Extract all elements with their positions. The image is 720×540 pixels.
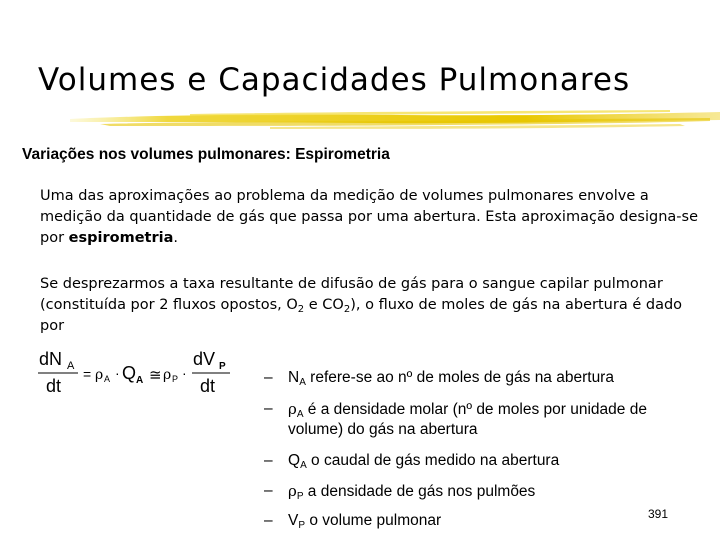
paragraph-text: Se desprezarmos a taxa resultante de difusão de gás para o sangue capilar pulmonar (constituída por 2 fluxos opostos, O — [40, 276, 663, 313]
q-a-sub: A — [136, 375, 144, 386]
subscript: 2 — [343, 304, 351, 315]
page-number: 391 — [648, 507, 669, 521]
bold-term: espirometria — [68, 230, 174, 246]
definition-text: a densidade de gás nos pulmões — [303, 483, 536, 500]
dash-bullet: – — [264, 452, 273, 469]
symbol: ρ — [288, 400, 297, 418]
dash-bullet: – — [264, 369, 273, 386]
paragraph-gas-flow — [40, 274, 700, 337]
subscript: P — [298, 520, 306, 531]
rho-symbol: ρ — [163, 367, 172, 383]
symbol: Q — [288, 452, 301, 469]
definition-text: o volume pulmonar — [305, 512, 442, 529]
section-heading: Variações nos volumes pulmonares: Espirometria — [22, 146, 390, 163]
dash-bullet: – — [264, 512, 273, 529]
subscript: P — [296, 491, 304, 502]
flow-equation — [36, 346, 236, 396]
paragraph-text-end: ), o fluxo de moles de gás na abertura é dado por — [40, 297, 683, 334]
symbol: N — [288, 369, 300, 386]
definition-text: o caudal de gás medido na abertura — [306, 452, 560, 469]
subscript: A — [300, 460, 307, 471]
title-underline-brush — [70, 106, 720, 132]
rho-symbol: ρ — [95, 367, 104, 383]
equation-lhs-numerator: dN — [39, 349, 63, 369]
q-symbol: Q — [122, 363, 137, 383]
subscript: A — [296, 409, 304, 420]
rho-a-sub: A — [104, 374, 111, 384]
equation-lhs-denominator: dt — [46, 376, 62, 396]
equals-sign: = — [83, 366, 92, 382]
symbol: V — [288, 512, 299, 529]
paragraph-text: Uma das aproximações ao problema da medição de volumes pulmonares envolve a medição da quantidade de gás que passa por uma abertura. Esta aproximação designa-se por — [40, 188, 699, 246]
slide-title: Volumes e Capacidades Pulmonares — [38, 62, 631, 98]
dash-bullet: – — [264, 482, 273, 499]
equation-rhs-numerator-sub: P — [219, 361, 226, 372]
paragraph-spirometry-intro — [40, 186, 700, 249]
equation-rhs-denominator: dt — [200, 376, 216, 396]
symbol: ρ — [288, 482, 297, 500]
definition-text: é a densidade molar (nº de moles por unidade de volume) do gás na abertura — [288, 401, 647, 438]
subscript: 2 — [297, 304, 305, 315]
equation-lhs-numerator-sub: A — [67, 360, 75, 372]
dot-operator: · — [115, 365, 120, 381]
paragraph-text-mid: e CO — [304, 297, 344, 313]
equation-rhs-numerator: dV — [193, 349, 216, 369]
rho-p-sub: P — [172, 374, 179, 384]
dot-operator: · — [182, 365, 187, 381]
dash-bullet: – — [264, 400, 273, 417]
definition-text: refere-se ao nº de moles de gás na abertura — [305, 369, 614, 386]
subscript: A — [299, 377, 306, 388]
approx-sign: ≅ — [149, 367, 162, 384]
paragraph-text-end: . — [173, 230, 178, 246]
